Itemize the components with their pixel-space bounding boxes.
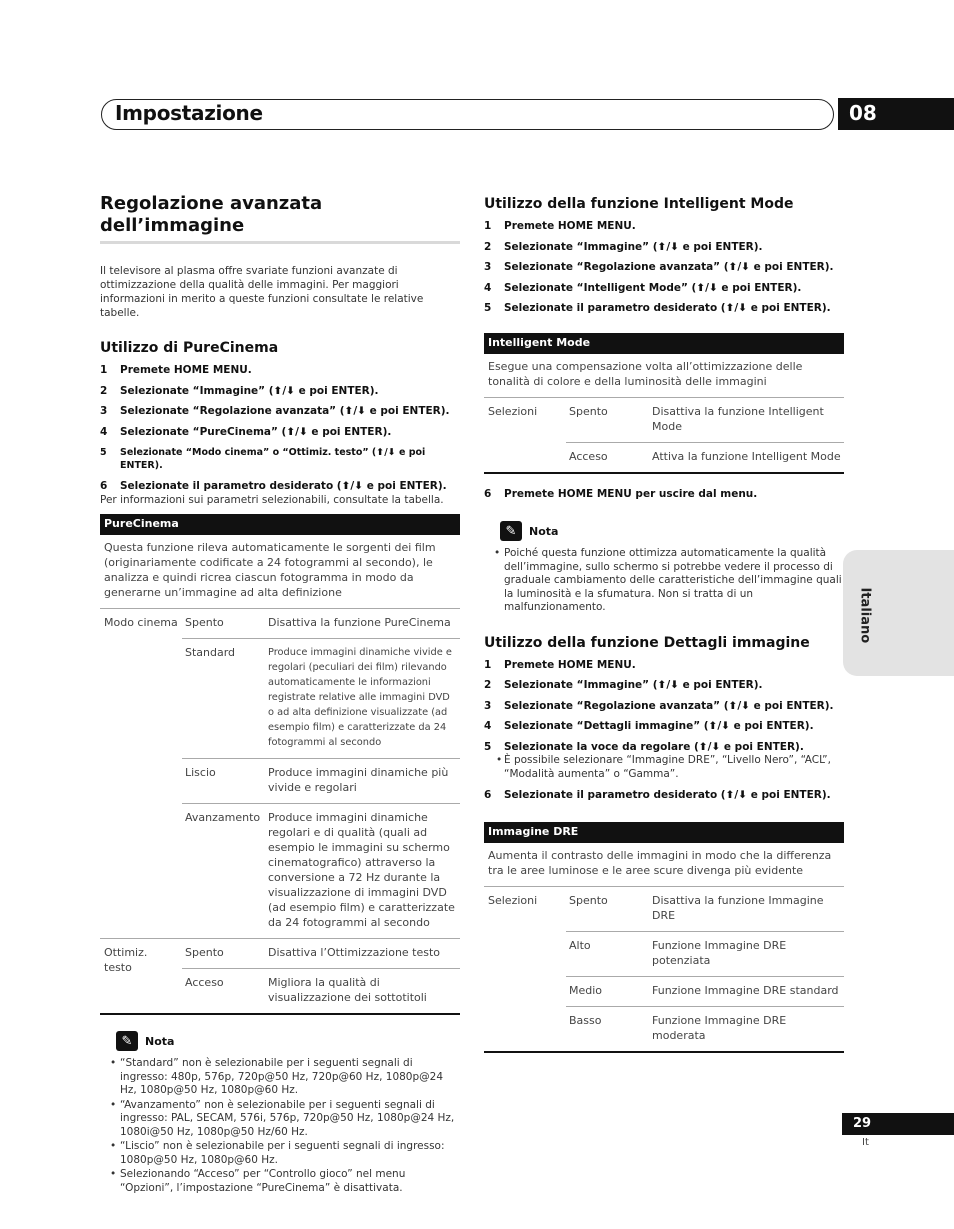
- table-header: Intelligent Mode: [484, 333, 844, 354]
- table-row: Spento Disattiva la funzione Immagine DRE: [566, 887, 844, 932]
- table-group: [484, 887, 844, 1051]
- intelligent-steps: [484, 220, 844, 315]
- page-language: It: [862, 1137, 869, 1148]
- step-after-text: Per informazioni sui parametri selezionabili, consultate la tabella.: [100, 494, 444, 507]
- group-label: Selezioni: [488, 894, 538, 907]
- language-tab-label: Italiano: [857, 587, 873, 644]
- note-list: [484, 547, 844, 615]
- note-item: • Selezionando “Acceso” per “Controllo gioco” nel menu “Opzioni”, l’impostazione “PureCinema” è disattivata.: [110, 1168, 460, 1195]
- step: 1 Premete HOME MENU.: [484, 658, 636, 671]
- table-row: Alto Funzione Immagine DRE potenziata: [566, 932, 844, 977]
- step: 4 Selezionate “Dettagli immagine” (⬆/⬇ e poi ENTER).: [484, 720, 814, 732]
- step: 2 Selezionate “Immagine” (⬆/⬇ e poi ENTER).: [484, 679, 763, 691]
- step: 3 Selezionate “Regolazione avanzata” (⬆/⬇ e poi ENTER).: [484, 261, 834, 273]
- section-intro: Il televisore al plasma offre svariate funzioni avanzate di ottimizzazione della qualità delle immagini. Per maggiori informazioni in merito a queste funzioni consultate le relative tabelle.: [100, 265, 424, 320]
- note-item: • “Liscio” non è selezionabile per i seguenti segnali di ingresso: 1080p@50 Hz, 1080p@60 Hz.: [110, 1140, 460, 1167]
- step: 2 Selezionate “Immagine” (⬆/⬇ e poi ENTER).: [100, 384, 379, 397]
- table-group: [100, 609, 460, 939]
- table-row: Basso Funzione Immagine DRE moderata: [569, 1014, 787, 1042]
- table-group: [100, 939, 460, 1013]
- table-row: Avanzamento Produce immagini dinamiche regolari e di qualità (quali ad esempio le immagini su schermo cinematografico) attraverso la conversione a 72 Hz durante la visualizzazione di immagini DVD (ad esempio film) e caratterizzate da 24 fotogrammi al secondo: [185, 811, 455, 930]
- step: 5 Selezionate la voce da regolare (⬆/⬇ e poi ENTER).: [484, 740, 804, 753]
- intelligent-title: Utilizzo della funzione Intelligent Mode: [484, 196, 794, 212]
- step: 5 Selezionate il parametro desiderato (⬆/⬇ e poi ENTER).: [484, 302, 831, 314]
- step: 1 Premete HOME MENU.: [484, 220, 636, 232]
- note-list: [100, 1057, 460, 1195]
- step: 4 Selezionate “Intelligent Mode” (⬆/⬇ e poi ENTER).: [484, 281, 802, 294]
- group-label: Ottimiz. testo: [104, 946, 148, 975]
- note-heading: ✎ Nota: [500, 521, 844, 541]
- step: 3 Selezionate “Regolazione avanzata” (⬆/⬇ e poi ENTER).: [100, 405, 450, 418]
- step: 3 Selezionate “Regolazione avanzata” (⬆/⬇ e poi ENTER).: [484, 699, 834, 712]
- dettagli-step6: [484, 789, 844, 802]
- table-row: Spento Disattiva la funzione Intelligent Mode: [566, 398, 844, 443]
- section-title: Regolazione avanzata dell’immagine: [100, 193, 460, 244]
- note-item: • “Standard” non è selezionabile per i seguenti segnali di ingresso: 480p, 576p, 720p@50 Hz, 720p@60 Hz, 1080p@24 Hz, 1080p@50 Hz, 1080p@60 Hz.: [110, 1057, 460, 1098]
- intelligent-table: [484, 333, 844, 474]
- table-row: Spento Disattiva l’Ottimizzazione testo: [182, 939, 460, 969]
- table-header: Immagine DRE: [484, 822, 844, 843]
- purecinema-steps: [100, 364, 460, 493]
- left-column: [100, 193, 460, 1196]
- table-row: Acceso Attiva la funzione Intelligent Mode: [569, 450, 841, 463]
- note-heading: ✎ Nota: [116, 1031, 460, 1051]
- note-item: • Poiché questa funzione ottimizza automaticamente la qualità dell’immagine, sullo schermo si potrebbe vedere il processo di graduale cambiamento delle caratteristiche dell’immagine quali la luminosità e la sfumatura. Non si tratta di un malfunzionamento.: [494, 547, 844, 615]
- pencil-icon: ✎: [500, 521, 522, 541]
- table-description: Questa funzione rileva automaticamente le sorgenti dei film (originariamente codificate a 24 fotogrammi al secondo), le analizza e quindi ricrea ciascun fotogramma in modo da generarne un’immagine ad alta definizione: [100, 535, 460, 609]
- right-column: [484, 193, 844, 1053]
- group-label: Selezioni: [488, 405, 538, 418]
- page-title: Impostazione: [115, 101, 263, 125]
- table-row: Medio Funzione Immagine DRE standard: [566, 977, 844, 1007]
- step: 2 Selezionate “Immagine” (⬆/⬇ e poi ENTER).: [484, 240, 763, 253]
- note-item: • “Avanzamento” non è selezionabile per i seguenti segnali di ingresso: PAL, SECAM, 576i, 576p, 720p@50 Hz, 1080p@24 Hz, 1080i@50 Hz, 1080p@50 Hz/60 Hz.: [110, 1099, 460, 1140]
- purecinema-title: Utilizzo di PureCinema: [100, 340, 279, 357]
- dettagli-steps: [484, 659, 844, 754]
- step: 6 Selezionate il parametro desiderato (⬆/⬇ e poi ENTER).: [100, 479, 447, 492]
- step: 5 Selezionate “Modo cinema” o “Ottimiz. testo” (⬆/⬇ e poi ENTER).: [100, 447, 426, 472]
- step-subnote: • È possibile selezionare “Immagine DRE”, “Livello Nero”, “ACL”, “Modalità aumenta” o “Gamma”.: [484, 754, 844, 781]
- table-group: [484, 398, 844, 472]
- table-row: Liscio Produce immagini dinamiche più vivide e regolari: [182, 759, 460, 804]
- table-row: Spento Disattiva la funzione PureCinema: [182, 609, 460, 639]
- table-row: Acceso Migliora la qualità di visualizzazione dei sottotitoli: [185, 976, 427, 1005]
- purecinema-table: [100, 514, 460, 1015]
- pencil-icon: ✎: [116, 1031, 138, 1051]
- step: 1 Premete HOME MENU.: [100, 364, 252, 377]
- group-label: Modo cinema: [104, 616, 178, 630]
- table-row: Standard Produce immagini dinamiche vivide e regolari (peculiari dei film) rilevando automaticamente le informazioni registrate relative alle immagini DVD o ad alta definizione visualizzate (ad esempio film) e caratterizzate da 24 fotogrammi al secondo: [182, 639, 460, 759]
- table-description: Esegue una compensazione volta all’ottimizzazione delle tonalità di colore e della luminosità delle immagini: [484, 354, 844, 398]
- dre-table: [484, 822, 844, 1053]
- chapter-number: 08: [838, 98, 954, 130]
- step: 6 Premete HOME MENU per uscire dal menu.: [484, 488, 758, 500]
- table-description: Aumenta il contrasto delle immagini in modo che la differenza tra le aree luminose e le aree scure divenga più evidente: [484, 843, 844, 887]
- step: 4 Selezionate “PureCinema” (⬆/⬇ e poi ENTER).: [100, 425, 392, 438]
- step: 6 Selezionate il parametro desiderato (⬆/⬇ e poi ENTER).: [484, 789, 831, 801]
- table-header: PureCinema: [100, 514, 460, 535]
- dettagli-title: Utilizzo della funzione Dettagli immagine: [484, 634, 810, 651]
- page-number: 29: [842, 1113, 954, 1135]
- intelligent-step6: [484, 488, 844, 501]
